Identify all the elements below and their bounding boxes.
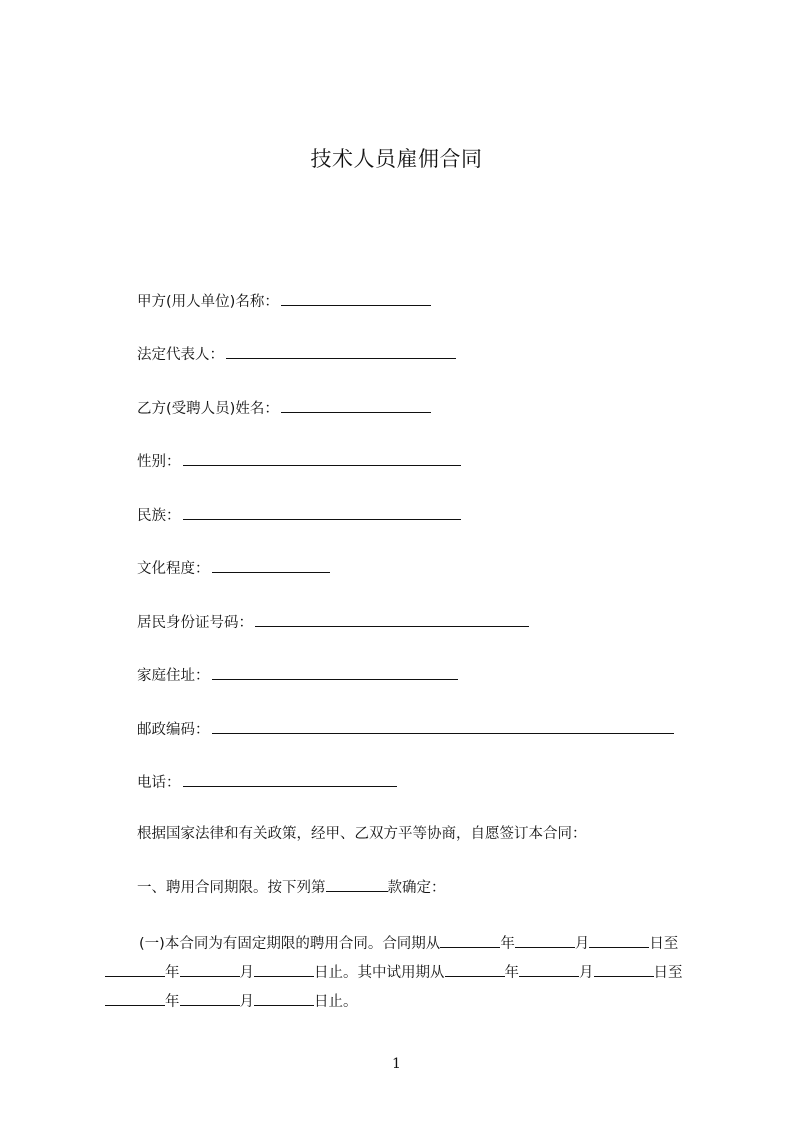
legal-rep-row xyxy=(137,344,456,365)
month-label: 月 xyxy=(239,965,254,981)
year-label: 年 xyxy=(500,936,515,952)
gender-label: 性别： xyxy=(137,454,181,470)
trial-start-month-blank[interactable] xyxy=(519,962,579,977)
section-1-clause-blank[interactable] xyxy=(326,877,388,892)
clause-1-paragraph xyxy=(105,930,705,1017)
page-number: 1 xyxy=(392,1056,401,1072)
day-to-label: 日至 xyxy=(653,965,683,981)
phone-label: 电话： xyxy=(137,775,181,791)
trial-start-day-blank[interactable] xyxy=(594,962,654,977)
contract-start-month-blank[interactable] xyxy=(515,933,575,948)
month-label: 月 xyxy=(574,936,590,952)
end-trial-label: 日止。其中试用期从 xyxy=(314,965,445,981)
section-1-prefix: 一、聘用合同期限。按下列第 xyxy=(137,880,326,896)
phone-blank[interactable] xyxy=(183,772,397,787)
legal-rep-blank[interactable] xyxy=(226,344,456,359)
legal-rep-label: 法定代表人： xyxy=(137,347,224,363)
address-row xyxy=(137,665,458,686)
party-a-name-row xyxy=(137,291,431,312)
end-label: 日止。 xyxy=(314,994,358,1010)
year-label: 年 xyxy=(165,965,180,981)
section-1-suffix: 款确定： xyxy=(387,880,446,896)
ethnicity-label: 民族： xyxy=(137,508,181,524)
contract-start-year-blank[interactable] xyxy=(440,933,500,948)
education-label: 文化程度： xyxy=(137,561,210,577)
address-label: 家庭住址： xyxy=(137,668,210,684)
id-number-row xyxy=(137,612,529,633)
clause-1-intro: (一)本合同为有固定期限的聘用合同。合同期从 xyxy=(139,936,441,952)
party-b-name-label: 乙方(受聘人员)姓名： xyxy=(137,401,279,417)
postal-code-row xyxy=(137,719,674,740)
ethnicity-blank[interactable] xyxy=(183,505,461,520)
party-a-name-blank[interactable] xyxy=(281,291,431,306)
id-number-label: 居民身份证号码： xyxy=(137,615,253,631)
id-number-blank[interactable] xyxy=(255,612,529,627)
day-to-label: 日至 xyxy=(649,936,679,952)
party-b-name-row xyxy=(137,398,431,419)
contract-end-year-blank[interactable] xyxy=(105,962,165,977)
party-b-name-blank[interactable] xyxy=(281,398,431,413)
document-title: 技术人员雇佣合同 xyxy=(310,147,483,171)
year-label: 年 xyxy=(504,965,519,981)
education-blank[interactable] xyxy=(212,558,330,573)
contract-end-day-blank[interactable] xyxy=(254,962,314,977)
section-1-heading xyxy=(137,877,446,898)
postal-code-blank[interactable] xyxy=(212,719,674,734)
gender-row xyxy=(137,451,461,472)
month-label: 月 xyxy=(579,965,594,981)
trial-end-month-blank[interactable] xyxy=(180,991,240,1006)
trial-start-year-blank[interactable] xyxy=(445,962,505,977)
contract-end-month-blank[interactable] xyxy=(180,962,240,977)
phone-row xyxy=(137,772,397,793)
month-label: 月 xyxy=(239,994,254,1010)
year-label: 年 xyxy=(165,994,180,1010)
gender-blank[interactable] xyxy=(183,451,461,466)
ethnicity-row xyxy=(137,505,461,526)
education-row xyxy=(137,558,330,579)
party-a-name-label: 甲方(用人单位)名称： xyxy=(137,294,279,310)
contract-start-day-blank[interactable] xyxy=(589,933,649,948)
postal-code-label: 邮政编码： xyxy=(137,722,210,738)
trial-end-day-blank[interactable] xyxy=(254,991,314,1006)
address-blank[interactable] xyxy=(212,665,458,680)
preamble: 根据国家法律和有关政策，经甲、乙双方平等协商，自愿签订本合同： xyxy=(137,826,587,842)
trial-end-year-blank[interactable] xyxy=(105,991,165,1006)
